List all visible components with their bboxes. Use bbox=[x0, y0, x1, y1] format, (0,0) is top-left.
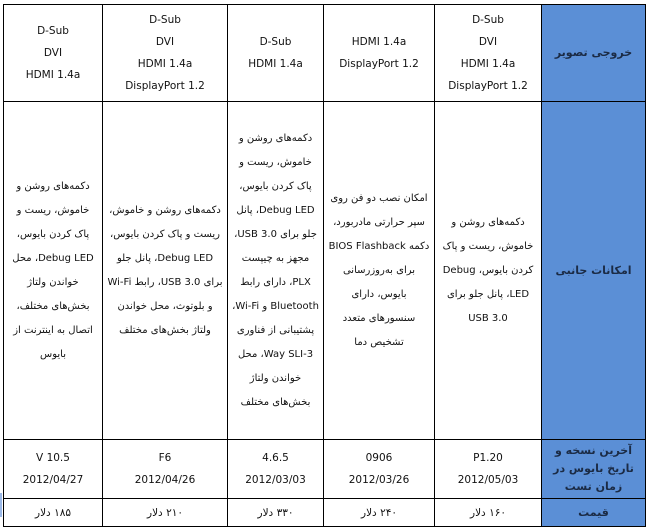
output-item: HDMI 1.4a bbox=[351, 36, 407, 48]
bios-col-4 bbox=[103, 440, 228, 499]
bios-date: 2012/03/03 bbox=[245, 474, 306, 486]
bios-date: 2012/05/03 bbox=[457, 474, 519, 486]
features-col-1: دکمه‌های روشن و خاموش، ریست و پاک کردن بایوس، Debug LED، پانل جلو برای USB 3.0 bbox=[435, 102, 542, 440]
output-item: DVI bbox=[155, 36, 175, 48]
output-item: DisplayPort 1.2 bbox=[125, 80, 205, 92]
price-col-1: ۱۶۰ دلار bbox=[435, 499, 542, 527]
video-output-col-3 bbox=[228, 5, 324, 102]
bios-version: 0906 bbox=[365, 452, 393, 464]
bios-row bbox=[4, 440, 646, 499]
output-item: HDMI 1.4a bbox=[137, 58, 193, 70]
selection-edge-marker bbox=[0, 493, 2, 517]
price-row bbox=[4, 499, 646, 527]
features-col-4: دکمه‌های روشن و خاموش، ریست و پاک کردن بایوس، Debug LED، پانل جلو برای USB 3.0، رابط Wi-Fi و بلوتوث، محل خواندن ولتاژ بخش‌های مختلف bbox=[103, 102, 228, 440]
video-output-col-2 bbox=[324, 5, 435, 102]
bios-version: F6 bbox=[158, 452, 172, 464]
bios-version: V 10.5 bbox=[36, 452, 70, 464]
comparison-table-wrapper bbox=[3, 4, 645, 522]
features-row bbox=[4, 102, 646, 440]
video-output-row bbox=[4, 5, 646, 102]
output-item: D-Sub bbox=[259, 36, 292, 48]
output-item: D-Sub bbox=[149, 14, 181, 26]
video-output-col-5 bbox=[4, 5, 103, 102]
output-item: DVI bbox=[478, 36, 498, 48]
output-item: HDMI 1.4a bbox=[248, 58, 303, 70]
row-label-features: امکانات جانبی bbox=[542, 102, 646, 440]
output-item: DVI bbox=[43, 47, 63, 59]
bios-date: 2012/04/26 bbox=[134, 474, 196, 486]
output-item: D-Sub bbox=[37, 25, 69, 37]
price-col-2: ۲۴۰ دلار bbox=[324, 499, 435, 527]
price-col-4: ۲۱۰ دلار bbox=[103, 499, 228, 527]
bios-col-5 bbox=[4, 440, 103, 499]
row-label-video-output: خروجی تصویر bbox=[542, 5, 646, 102]
bios-col-3 bbox=[228, 440, 324, 499]
video-output-col-1 bbox=[435, 5, 542, 102]
comparison-table bbox=[3, 4, 646, 527]
bios-col-1 bbox=[435, 440, 542, 499]
bios-date: 2012/03/26 bbox=[348, 474, 410, 486]
bios-col-2 bbox=[324, 440, 435, 499]
price-col-3: ۳۳۰ دلار bbox=[228, 499, 324, 527]
output-item: DisplayPort 1.2 bbox=[339, 58, 419, 70]
video-output-col-4 bbox=[103, 5, 228, 102]
bios-version: P1.20 bbox=[473, 452, 503, 464]
bios-version: 4.6.5 bbox=[262, 452, 289, 464]
bios-date: 2012/04/27 bbox=[22, 474, 84, 486]
row-label-price: قیمت bbox=[542, 499, 646, 527]
output-item: DisplayPort 1.2 bbox=[448, 80, 528, 92]
features-col-2: امکان نصب دو فن روی سپر حرارتی مادربورد، دکمه BIOS Flashback برای به‌روزرسانی بایوس، دارای سنسورهای متعدد تشخیص دما bbox=[324, 102, 435, 440]
output-item: HDMI 1.4a bbox=[25, 69, 81, 81]
output-item: D-Sub bbox=[472, 14, 504, 26]
row-label-bios: آخرین نسخه و تاریخ بایوس در زمان تست bbox=[542, 440, 646, 499]
output-item: HDMI 1.4a bbox=[460, 58, 516, 70]
price-col-5: ۱۸۵ دلار bbox=[4, 499, 103, 527]
features-col-3: دکمه‌های روشن و خاموش، ریست و پاک کردن بایوس، Debug LED، پانل جلو برای USB 3.0، مجهز به چیپست PLX، دارای رابط Bluetooth و Wi-Fi، پشتیبانی از فناوری 3-Way SLI، محل خواندن ولتاژ بخش‌های مختلف bbox=[228, 102, 324, 440]
features-col-5: دکمه‌های روشن و خاموش، ریست و پاک کردن بایوس، Debug LED، محل خواندن ولتاژ بخش‌های مختلف، اتصال به اینترنت از بایوس bbox=[4, 102, 103, 440]
